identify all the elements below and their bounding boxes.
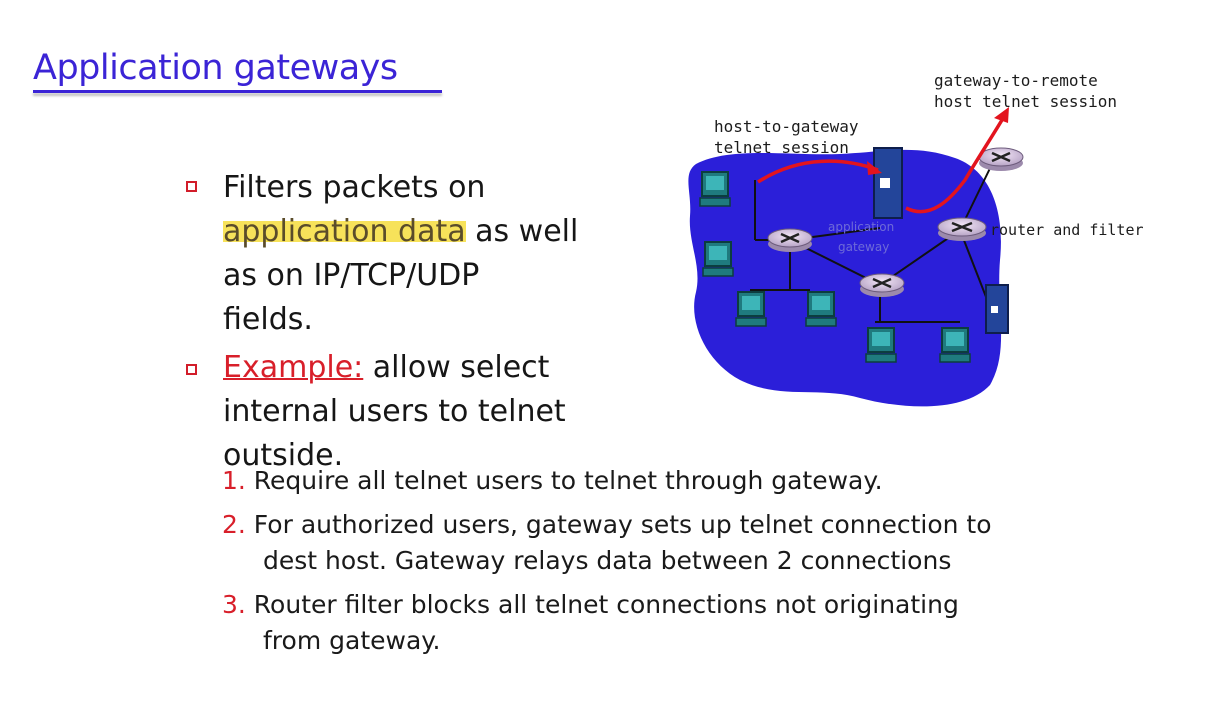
bullet-example-line2: internal users to telnet	[223, 394, 566, 429]
step-3-continued: from gateway.	[263, 626, 441, 655]
step-number: 2.	[222, 510, 246, 539]
step-text: For authorized users, gateway sets up telnet connection to	[245, 510, 992, 539]
label-gateway-to-remote-2: host telnet session	[934, 92, 1118, 111]
label-application-gateway-1: application	[828, 220, 895, 234]
label-gateway-to-remote-1: gateway-to-remote	[934, 71, 1098, 90]
host-computer-icon	[806, 292, 836, 326]
label-application-gateway-2: gateway	[838, 240, 890, 254]
bullet-filters-line3: as on IP/TCP/UDP	[223, 258, 480, 293]
router-icon	[768, 229, 812, 252]
bullet-example	[223, 346, 566, 478]
label-router-and-filter: router and filter	[990, 221, 1144, 239]
highlighted-text: application data	[223, 214, 466, 249]
step-text: Router filter blocks all telnet connections not originating	[245, 590, 959, 619]
bullet-example-line1: allow select	[363, 350, 550, 385]
step-1	[222, 466, 883, 495]
gateway-server-icon	[874, 148, 902, 218]
host-computer-icon	[700, 172, 730, 206]
remote-router-icon	[979, 148, 1023, 171]
title-underline	[33, 90, 442, 93]
host-computer-icon	[866, 328, 896, 362]
router-icon	[860, 274, 904, 297]
step-2-continued: dest host. Gateway relays data between 2 connections	[263, 546, 952, 575]
bullet-filters-line2-rest: as well	[465, 214, 579, 249]
bullet-filters-line4: fields.	[223, 302, 313, 337]
bullet-marker	[186, 364, 197, 375]
bullet-marker	[186, 181, 197, 192]
step-2	[222, 510, 992, 539]
step-number: 1.	[222, 466, 246, 495]
step-3	[222, 590, 959, 619]
host-computer-icon	[703, 242, 733, 276]
network-diagram	[660, 60, 1160, 420]
host-computer-icon	[736, 292, 766, 326]
router-filter-icon	[938, 218, 986, 241]
slide-title: Application gateways	[33, 48, 398, 88]
example-label: Example:	[223, 350, 364, 385]
server-icon	[986, 285, 1008, 333]
label-host-to-gateway-1: host-to-gateway	[714, 117, 859, 136]
step-text: Require all telnet users to telnet through gateway.	[245, 466, 883, 495]
bullet-filters-line1: Filters packets on	[223, 170, 486, 205]
host-computer-icon	[940, 328, 970, 362]
label-host-to-gateway-2: telnet session	[714, 138, 849, 157]
bullet-filters	[223, 166, 578, 342]
bullet-example-line3: outside.	[223, 438, 344, 473]
step-number: 3.	[222, 590, 246, 619]
network-blob	[688, 150, 1001, 407]
